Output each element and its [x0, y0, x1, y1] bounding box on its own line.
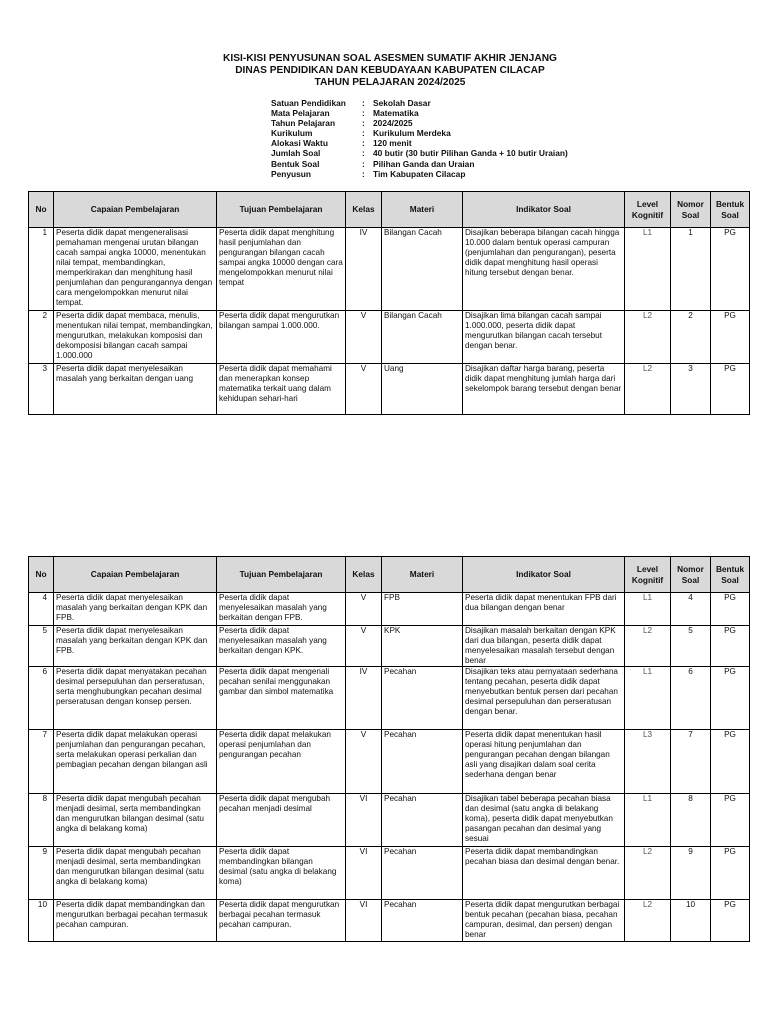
table-body	[29, 228, 750, 415]
cell-cp: Peserta didik dapat membaca, menulis, menentukan nilai tempat, membandingkan, mengurutkan, melakukan komposisi dan dekomposisi bilangan cacah sampai 1.000.000	[54, 311, 217, 364]
cell-nomor: 5	[671, 626, 711, 667]
cell-bentuk: PG	[711, 794, 750, 847]
info-label: Penyusun	[271, 168, 312, 179]
cell-materi: Uang	[382, 364, 463, 415]
info-row	[271, 128, 568, 138]
info-separator: :	[362, 118, 365, 129]
info-row	[271, 148, 568, 158]
info-value: Matematika	[373, 108, 419, 119]
cell-materi: Pecahan	[382, 730, 463, 794]
cell-nomor: 10	[671, 900, 711, 942]
info-row	[271, 169, 568, 179]
info-label: Bentuk Soal	[271, 158, 320, 169]
info-value: 40 butir (30 butir Pilihan Ganda + 10 butir Uraian)	[373, 148, 568, 159]
info-row	[271, 108, 568, 118]
info-separator: :	[362, 138, 365, 149]
cell-tp: Peserta didik dapat menyelesaikan masalah yang berkaitan dengan KPK.	[217, 626, 346, 667]
info-value: Kurikulum Merdeka	[373, 128, 451, 139]
cell-tp: Peserta didik dapat melakukan operasi penjumlahan dan pengurangan pecahan	[217, 730, 346, 794]
info-value: 120 menit	[373, 138, 412, 149]
title-line-3: TAHUN PELAJARAN 2024/2025	[314, 77, 466, 88]
cell-kelas: VI	[346, 900, 382, 942]
cell-no: 7	[29, 730, 54, 794]
info-separator: :	[362, 168, 365, 179]
info-value: Tim Kabupaten Cilacap	[373, 168, 466, 179]
cell-bentuk: PG	[711, 667, 750, 730]
document-info	[271, 98, 568, 179]
cell-indikator: Disajikan beberapa bilangan cacah hingga 10.000 dalam bentuk operasi campuran (penjumlahan dan pengurangan), peserta didik dapat menghitung hasil operasi hitung tersebut dengan benar.	[463, 228, 625, 311]
table-row	[29, 794, 750, 847]
cell-materi: FPB	[382, 593, 463, 626]
cell-cp: Peserta didik dapat menyelesaikan masalah yang berkaitan dengan KPK dan FPB.	[54, 593, 217, 626]
cell-materi: Pecahan	[382, 667, 463, 730]
table-row	[29, 667, 750, 730]
cell-kelas: V	[346, 364, 382, 415]
cell-cp: Peserta didik dapat menyelesaikan masalah yang berkaitan dengan KPK dan FPB.	[54, 626, 217, 667]
table-row	[29, 228, 750, 311]
info-row	[271, 138, 568, 148]
info-separator: :	[362, 158, 365, 169]
cell-level: L2	[625, 847, 671, 900]
info-row	[271, 98, 568, 108]
cell-cp: Peserta didik dapat mengeneralisasi pemahaman mengenai urutan bilangan cacah sampai angka 10000, menentukan nilai tempat, membandingkan, memperkirakan dan menghitung hasil penjumlahan dan pengurangannya dengan cara mengelompokkan menurut nilai tempat.	[54, 228, 217, 311]
column-header-bentuk: Bentuk Soal	[711, 192, 750, 228]
info-separator: :	[362, 108, 365, 119]
table-body	[29, 593, 750, 942]
cell-level: L1	[625, 228, 671, 311]
cell-no: 6	[29, 667, 54, 730]
table-header	[29, 192, 750, 228]
cell-kelas: V	[346, 311, 382, 364]
cell-kelas: V	[346, 626, 382, 667]
cell-level: L1	[625, 667, 671, 730]
column-header-tp: Tujuan Pembelajaran	[217, 192, 346, 228]
cell-cp: Peserta didik dapat menyatakan pecahan desimal persepuluhan dan perseratusan, serta menghubungkan pecahan desimal perseratusan dengan konsep persen.	[54, 667, 217, 730]
title-line-1: KISI-KISI PENYUSUNAN SOAL ASESMEN SUMATIF AKHIR JENJANG	[223, 53, 557, 64]
cell-nomor: 2	[671, 311, 711, 364]
column-header-indikator: Indikator Soal	[463, 192, 625, 228]
info-value: 2024/2025	[373, 118, 413, 129]
cell-cp: Peserta didik dapat membandingkan dan mengurutkan berbagai pecahan termasuk pecahan campuran.	[54, 900, 217, 942]
cell-no: 2	[29, 311, 54, 364]
cell-bentuk: PG	[711, 311, 750, 364]
cell-no: 4	[29, 593, 54, 626]
cell-bentuk: PG	[711, 730, 750, 794]
cell-indikator: Peserta didik dapat menentukan hasil operasi hitung penjumlahan dan pengurangan pecahan dengan bilangan asli yang disajikan dalam soal cerita sederhana dengan benar	[463, 730, 625, 794]
column-header-no: No	[29, 192, 54, 228]
cell-no: 3	[29, 364, 54, 415]
cell-materi: Bilangan Cacah	[382, 228, 463, 311]
cell-tp: Peserta didik dapat mengurutkan berbagai pecahan termasuk pecahan campuran.	[217, 900, 346, 942]
info-value: Pilihan Ganda dan Uraian	[373, 158, 475, 169]
cell-materi: Pecahan	[382, 847, 463, 900]
info-label: Jumlah Soal	[271, 148, 321, 159]
column-header-no: No	[29, 557, 54, 593]
info-label: Satuan Pendidikan	[271, 98, 346, 108]
kisi-kisi-table-1	[28, 191, 750, 415]
cell-cp: Peserta didik dapat mengubah pecahan menjadi desimal, serta membandingkan dan mengurutkan bilangan desimal (satu angka di belakang koma)	[54, 794, 217, 847]
table-row	[29, 593, 750, 626]
cell-bentuk: PG	[711, 228, 750, 311]
info-label: Mata Pelajaran	[271, 108, 330, 119]
cell-level: L3	[625, 730, 671, 794]
table-row	[29, 364, 750, 415]
cell-no: 1	[29, 228, 54, 311]
column-header-materi: Materi	[382, 557, 463, 593]
column-header-level: Level Kognitif	[625, 192, 671, 228]
info-row	[271, 118, 568, 128]
cell-tp: Peserta didik dapat mengurutkan bilangan sampai 1.000.000.	[217, 311, 346, 364]
column-header-nomor: Nomor Soal	[671, 557, 711, 593]
cell-nomor: 6	[671, 667, 711, 730]
cell-level: L2	[625, 311, 671, 364]
kisi-kisi-table-2	[28, 556, 750, 942]
document-title	[0, 53, 768, 89]
cell-kelas: V	[346, 593, 382, 626]
cell-indikator: Peserta didik dapat menentukan FPB dari dua bilangan dengan benar	[463, 593, 625, 626]
cell-materi: KPK	[382, 626, 463, 667]
cell-indikator: Disajikan tabel beberapa pecahan biasa dan desimal (satu angka di belakang koma), peserta didik dapat menyebutkan pasangan pecahan dan desimal yang sesuai	[463, 794, 625, 847]
table-header	[29, 557, 750, 593]
info-label: Alokasi Waktu	[271, 138, 328, 149]
info-separator: :	[362, 128, 365, 139]
cell-cp: Peserta didik dapat mengubah pecahan menjadi desimal, serta membandingkan dan mengurutkan bilangan desimal (satu angka di belakang koma)	[54, 847, 217, 900]
cell-nomor: 9	[671, 847, 711, 900]
cell-kelas: VI	[346, 794, 382, 847]
cell-kelas: IV	[346, 228, 382, 311]
cell-tp: Peserta didik dapat membandingkan bilangan desimal (satu angka di belakang koma)	[217, 847, 346, 900]
column-header-indikator: Indikator Soal	[463, 557, 625, 593]
info-value: Sekolah Dasar	[373, 98, 431, 108]
cell-indikator: Disajikan daftar harga barang, peserta didik dapat menghitung jumlah harga dari sekelompok barang tersebut dengan benar	[463, 364, 625, 415]
cell-kelas: V	[346, 730, 382, 794]
table-row	[29, 730, 750, 794]
cell-indikator: Peserta didik dapat mengurutkan berbagai bentuk pecahan (pecahan biasa, pecahan campuran, desimal, dan persen) dengan benar	[463, 900, 625, 942]
cell-level: L1	[625, 593, 671, 626]
cell-nomor: 8	[671, 794, 711, 847]
cell-no: 5	[29, 626, 54, 667]
cell-kelas: VI	[346, 847, 382, 900]
cell-kelas: IV	[346, 667, 382, 730]
cell-tp: Peserta didik dapat menghitung hasil penjumlahan dan pengurangan bilangan cacah sampai angka 10000 dengan cara mengelompokkan menurut nilai tempat	[217, 228, 346, 311]
cell-bentuk: PG	[711, 900, 750, 942]
column-header-kelas: Kelas	[346, 192, 382, 228]
info-separator: :	[362, 148, 365, 159]
cell-tp: Peserta didik dapat mengubah pecahan menjadi desimal	[217, 794, 346, 847]
cell-tp: Peserta didik dapat menyelesaikan masalah yang berkaitan dengan FPB.	[217, 593, 346, 626]
column-header-nomor: Nomor Soal	[671, 192, 711, 228]
title-line-2: DINAS PENDIDIKAN DAN KEBUDAYAAN KABUPATEN CILACAP	[235, 65, 545, 76]
cell-level: L2	[625, 900, 671, 942]
column-header-level: Level Kognitif	[625, 557, 671, 593]
cell-no: 8	[29, 794, 54, 847]
info-row	[271, 159, 568, 169]
cell-materi: Pecahan	[382, 794, 463, 847]
cell-nomor: 4	[671, 593, 711, 626]
cell-nomor: 7	[671, 730, 711, 794]
column-header-kelas: Kelas	[346, 557, 382, 593]
cell-level: L1	[625, 794, 671, 847]
cell-indikator: Disajikan lima bilangan cacah sampai 1.000.000, peserta didik dapat mengurutkan bilangan cacah tersebut dengan benar.	[463, 311, 625, 364]
column-header-cp: Capaian Pembelajaran	[54, 557, 217, 593]
cell-cp: Peserta didik dapat menyelesaikan masalah yang berkaitan dengan uang	[54, 364, 217, 415]
cell-bentuk: PG	[711, 847, 750, 900]
info-label: Tahun Pelajaran	[271, 118, 336, 129]
cell-materi: Bilangan Cacah	[382, 311, 463, 364]
column-header-tp: Tujuan Pembelajaran	[217, 557, 346, 593]
cell-bentuk: PG	[711, 593, 750, 626]
cell-tp: Peserta didik dapat mengenali pecahan senilai menggunakan gambar dan simbol matematika	[217, 667, 346, 730]
table-row	[29, 311, 750, 364]
column-header-cp: Capaian Pembelajaran	[54, 192, 217, 228]
cell-indikator: Disajikan masalah berkaitan dengan KPK dari dua bilangan, peserta didik dapat menyelesaikan masalah tersebut dengan benar	[463, 626, 625, 667]
table-row	[29, 900, 750, 942]
info-label: Kurikulum	[271, 128, 313, 139]
cell-no: 9	[29, 847, 54, 900]
cell-indikator: Disajikan teks atau pernyataan sederhana tentang pecahan, peserta didik dapat menyebutkan bentuk persen dari pecahan desimal persepuluhan dan perseratusan dengan benar.	[463, 667, 625, 730]
cell-nomor: 1	[671, 228, 711, 311]
cell-level: L2	[625, 626, 671, 667]
table-row	[29, 626, 750, 667]
cell-bentuk: PG	[711, 626, 750, 667]
cell-no: 10	[29, 900, 54, 942]
column-header-materi: Materi	[382, 192, 463, 228]
cell-bentuk: PG	[711, 364, 750, 415]
table-row	[29, 847, 750, 900]
cell-cp: Peserta didik dapat melakukan operasi penjumlahan dan pengurangan pecahan, serta melakukan operasi perkalian dan pembagian pecahan dengan bilangan asli	[54, 730, 217, 794]
cell-nomor: 3	[671, 364, 711, 415]
cell-level: L2	[625, 364, 671, 415]
cell-indikator: Peserta didik dapat membandingkan pecahan biasa dan desimal dengan benar.	[463, 847, 625, 900]
cell-tp: Peserta didik dapat memahami dan menerapkan konsep matematika terkait uang dalam kehidupan sehari-hari	[217, 364, 346, 415]
cell-materi: Pecahan	[382, 900, 463, 942]
column-header-bentuk: Bentuk Soal	[711, 557, 750, 593]
info-separator: :	[362, 98, 365, 108]
